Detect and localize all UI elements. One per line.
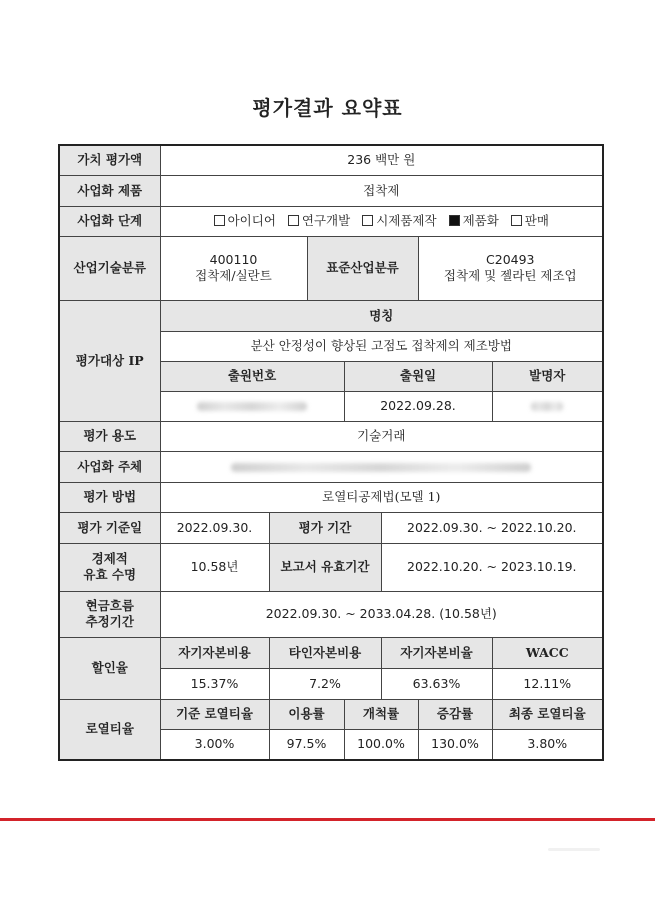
royalty-value: 100.0% [344,729,418,760]
base-date-value: 2022.09.30. [160,512,269,543]
royalty-value: 130.0% [418,729,492,760]
royalty-header: 개척률 [344,699,418,729]
inventor-header: 발명자 [492,361,603,391]
row-cashflow [59,591,603,637]
row-industry [59,236,603,300]
row-purpose [59,421,603,451]
checkbox-filled-icon [511,215,522,226]
period-value: 2022.09.30. ~ 2022.10.20. [381,512,603,543]
checkbox-icon [288,215,299,226]
royalty-header: 증감률 [418,699,492,729]
application-date: 2022.09.28. [344,391,492,421]
cashflow-label: 현금흐름 추정기간 [59,591,160,637]
ip-name-header: 명칭 [160,300,603,331]
discount-header: WACC [492,637,603,668]
stage-option-idea: 아이디어 [214,213,276,228]
application-number-redacted [160,391,344,421]
method-label: 평가 방법 [59,482,160,512]
discount-header: 타인자본비용 [269,637,381,668]
row-entity [59,451,603,482]
checkbox-icon [362,215,373,226]
row-method [59,482,603,512]
checkbox-icon [214,215,225,226]
royalty-header: 기준 로열티율 [160,699,269,729]
purpose-value: 기술거래 [160,421,603,451]
row-value [59,145,603,175]
stage-options [160,206,603,236]
royalty-header: 최종 로열티율 [492,699,603,729]
ip-name-value: 분산 안정성이 향상된 고점도 접착제의 제조방법 [160,331,603,361]
industry-label: 산업기술분류 [59,236,160,300]
row-product [59,175,603,206]
method-value: 로열티공제법(모델 1) [160,482,603,512]
royalty-header: 이용률 [269,699,344,729]
ip-label: 평가대상 IP [59,300,160,421]
std-industry-value [418,236,603,300]
value-label: 가치 평가액 [59,145,160,175]
discount-header: 자기자본비용 [160,637,269,668]
row-discount-headers [59,637,603,668]
std-industry-label: 표준산업분류 [307,236,418,300]
industry-code: 400110 [209,252,258,268]
base-date-label: 평가 기준일 [59,512,160,543]
footer-divider [0,818,655,821]
product-label: 사업화 제품 [59,175,160,206]
page-title: 평가결과 요약표 [252,96,403,120]
life-label: 경제적 유효 수명 [59,543,160,591]
std-industry-code: C20493 [486,252,535,268]
row-life [59,543,603,591]
application-date-header: 출원일 [344,361,492,391]
discount-value: 12.11% [492,668,603,699]
row-royalty-headers [59,699,603,729]
stage-option-prototype: 시제품제작 [362,213,436,228]
industry-name: 접착제/실란트 [195,268,272,283]
royalty-value: 3.80% [492,729,603,760]
royalty-value: 97.5% [269,729,344,760]
purpose-label: 평가 용도 [59,421,160,451]
discount-value: 63.63% [381,668,492,699]
application-number-header: 출원번호 [160,361,344,391]
discount-header: 자기자본비율 [381,637,492,668]
row-stage [59,206,603,236]
checkbox-icon [449,215,460,226]
stage-option-product: 제품화 [449,213,499,228]
entity-label: 사업화 주체 [59,451,160,482]
stage-option-sales: 판매 [511,213,549,228]
stage-label: 사업화 단계 [59,206,160,236]
discount-label: 할인율 [59,637,160,699]
row-ip-name-header [59,300,603,331]
inventor-redacted [492,391,603,421]
royalty-label: 로열티율 [59,699,160,760]
royalty-value: 3.00% [160,729,269,760]
product-value: 접착제 [160,175,603,206]
evaluation-summary-table [58,144,604,761]
discount-value: 7.2% [269,668,381,699]
entity-redacted [160,451,603,482]
period-label: 평가 기간 [269,512,381,543]
row-dates [59,512,603,543]
report-validity-label: 보고서 유효기간 [269,543,381,591]
footer-mark [548,848,600,851]
report-validity-value: 2022.10.20. ~ 2023.10.19. [381,543,603,591]
std-industry-name: 접착제 및 젤라틴 제조업 [443,268,577,283]
value-amount: 236 백만 원 [160,145,603,175]
industry-value [160,236,307,300]
stage-option-rnd: 연구개발 [288,213,350,228]
cashflow-value: 2022.09.30. ~ 2033.04.28. (10.58년) [160,591,603,637]
discount-value: 15.37% [160,668,269,699]
life-value: 10.58년 [160,543,269,591]
